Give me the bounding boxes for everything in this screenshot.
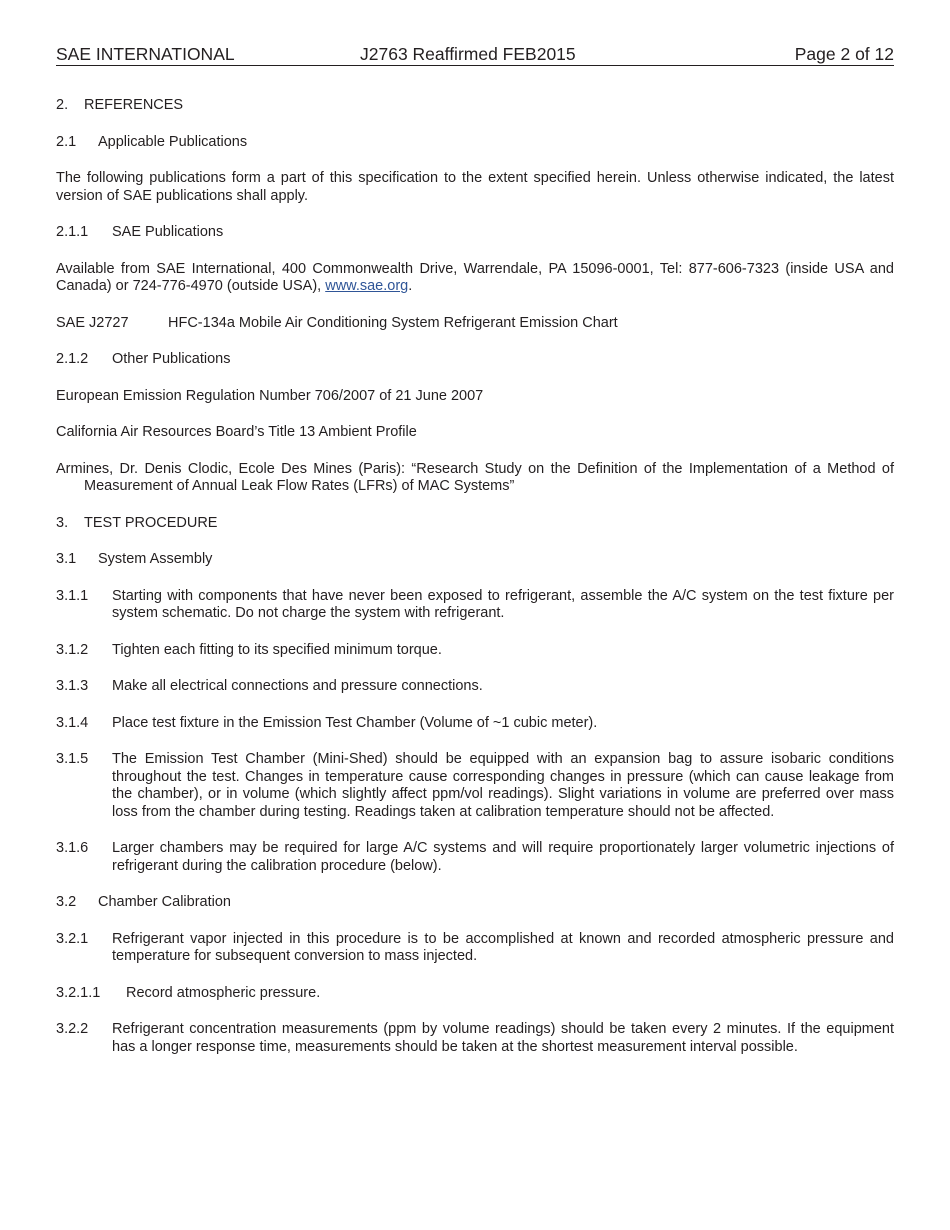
item-number: 3.1.5 <box>56 751 89 767</box>
header-page-number: Page 2 of 12 <box>794 44 894 64</box>
sae-reference <box>56 315 894 333</box>
section-2-1-2-heading <box>56 351 894 369</box>
list-item <box>56 751 894 821</box>
sae-availability-paragraph <box>56 261 894 296</box>
item-text: Place test fixture in the Emission Test Chamber (Volume of ~1 cubic meter). <box>112 714 598 731</box>
list-item <box>56 985 894 1003</box>
section-title: SAE Publications <box>112 224 224 240</box>
item-number: 3.2.1 <box>56 930 89 947</box>
item-text: The Emission Test Chamber (Mini-Shed) should be equipped with an expansion bag to assure isobaric conditions throughout the test. Changes in temperature cause corresponding changes in pressure (which can cause leakage from the chamber), or in volume (which slightly affect ppm/vol readings). Slight variations in volume are preferred over mass loss from the chamber during testing. Readings taken at calibration temperature should not be affected. <box>112 751 894 820</box>
reference-code: SAE J2727 <box>56 314 129 331</box>
list-item <box>56 715 894 733</box>
section-number: 2.1 <box>56 133 77 150</box>
section-title: Applicable Publications <box>98 133 248 150</box>
other-reference: Armines, Dr. Denis Clodic, Ecole Des Mines (Paris): “Research Study on the Definition of the Implementation of a Method of Measurement of Annual Leak Flow Rates (LFRs) of MAC Systems” <box>56 460 894 494</box>
sae-website-link[interactable]: www.sae.org <box>325 278 409 294</box>
section-number: 2.1.2 <box>56 351 89 367</box>
section-title: Other Publications <box>112 351 231 367</box>
list-item <box>56 840 894 875</box>
section-2-heading <box>56 97 894 115</box>
list-item <box>56 588 894 623</box>
item-text: Tighten each fitting to its specified minimum torque. <box>112 641 442 658</box>
other-reference: California Air Resources Board’s Title 13 Ambient Profile <box>56 424 417 440</box>
section-number: 2. <box>56 97 69 113</box>
section-number: 3.1 <box>56 551 77 567</box>
section-2-1-heading <box>56 134 894 152</box>
other-reference: European Emission Regulation Number 706/2007 of 21 June 2007 <box>56 387 484 404</box>
availability-end: . <box>408 278 413 294</box>
header-org: SAE INTERNATIONAL <box>56 44 235 64</box>
section-title: Chamber Calibration <box>98 894 231 910</box>
section-2-1-1-heading <box>56 224 894 242</box>
header-doc-id: J2763 Reaffirmed FEB2015 <box>360 44 576 64</box>
section-3-1-heading <box>56 551 894 569</box>
section-3-heading <box>56 515 894 533</box>
item-text: Make all electrical connections and pressure connections. <box>112 678 483 694</box>
section-title: System Assembly <box>98 551 213 567</box>
item-text: Refrigerant concentration measurements (ppm by volume readings) should be taken every 2 minutes. If the equipment has a longer response time, measurements should be taken at the shortest measurement interval possible. <box>112 1021 894 1055</box>
page-header <box>56 44 894 66</box>
list-item <box>56 1021 894 1056</box>
section-number: 3. <box>56 514 69 531</box>
list-item <box>56 678 894 696</box>
section-title: TEST PROCEDURE <box>84 514 218 531</box>
item-number: 3.1.1 <box>56 587 89 604</box>
item-number: 3.1.4 <box>56 714 89 731</box>
item-number: 3.1.6 <box>56 840 89 856</box>
document-body <box>56 97 894 1075</box>
item-number: 3.1.2 <box>56 641 89 658</box>
availability-text: Available from SAE International, 400 Commonwealth Drive, Warrendale, PA 15096-0001, Tel: 877-606-7323 (inside USA and Canada) or 724-776-4970 (outside USA), <box>56 260 894 294</box>
item-text: Larger chambers may be required for large A/C systems and will require proportionately larger volumetric injections of refrigerant during the calibration procedure (below). <box>112 840 894 874</box>
section-2-1-paragraph: The following publications form a part of this specification to the extent specified herein. Unless otherwise indicated, the latest version of SAE publications shall apply. <box>56 170 894 204</box>
item-text: Refrigerant vapor injected in this procedure is to be accomplished at known and recorded atmospheric pressure and temperature for subsequent conversion to mass injected. <box>112 930 894 964</box>
item-number: 3.1.3 <box>56 678 89 694</box>
list-item <box>56 931 894 966</box>
section-title: REFERENCES <box>84 97 184 113</box>
section-number: 3.2 <box>56 894 77 910</box>
item-number: 3.2.2 <box>56 1021 89 1037</box>
item-number: 3.2.1.1 <box>56 984 101 1001</box>
section-number: 2.1.1 <box>56 224 89 240</box>
section-3-2-heading <box>56 894 894 912</box>
item-text: Record atmospheric pressure. <box>126 984 321 1001</box>
reference-title: HFC-134a Mobile Air Conditioning System Refrigerant Emission Chart <box>168 314 618 331</box>
item-text: Starting with components that have never been exposed to refrigerant, assemble the A/C system on the test fixture per system schematic. Do not charge the system with refrigerant. <box>112 587 894 621</box>
list-item <box>56 642 894 660</box>
